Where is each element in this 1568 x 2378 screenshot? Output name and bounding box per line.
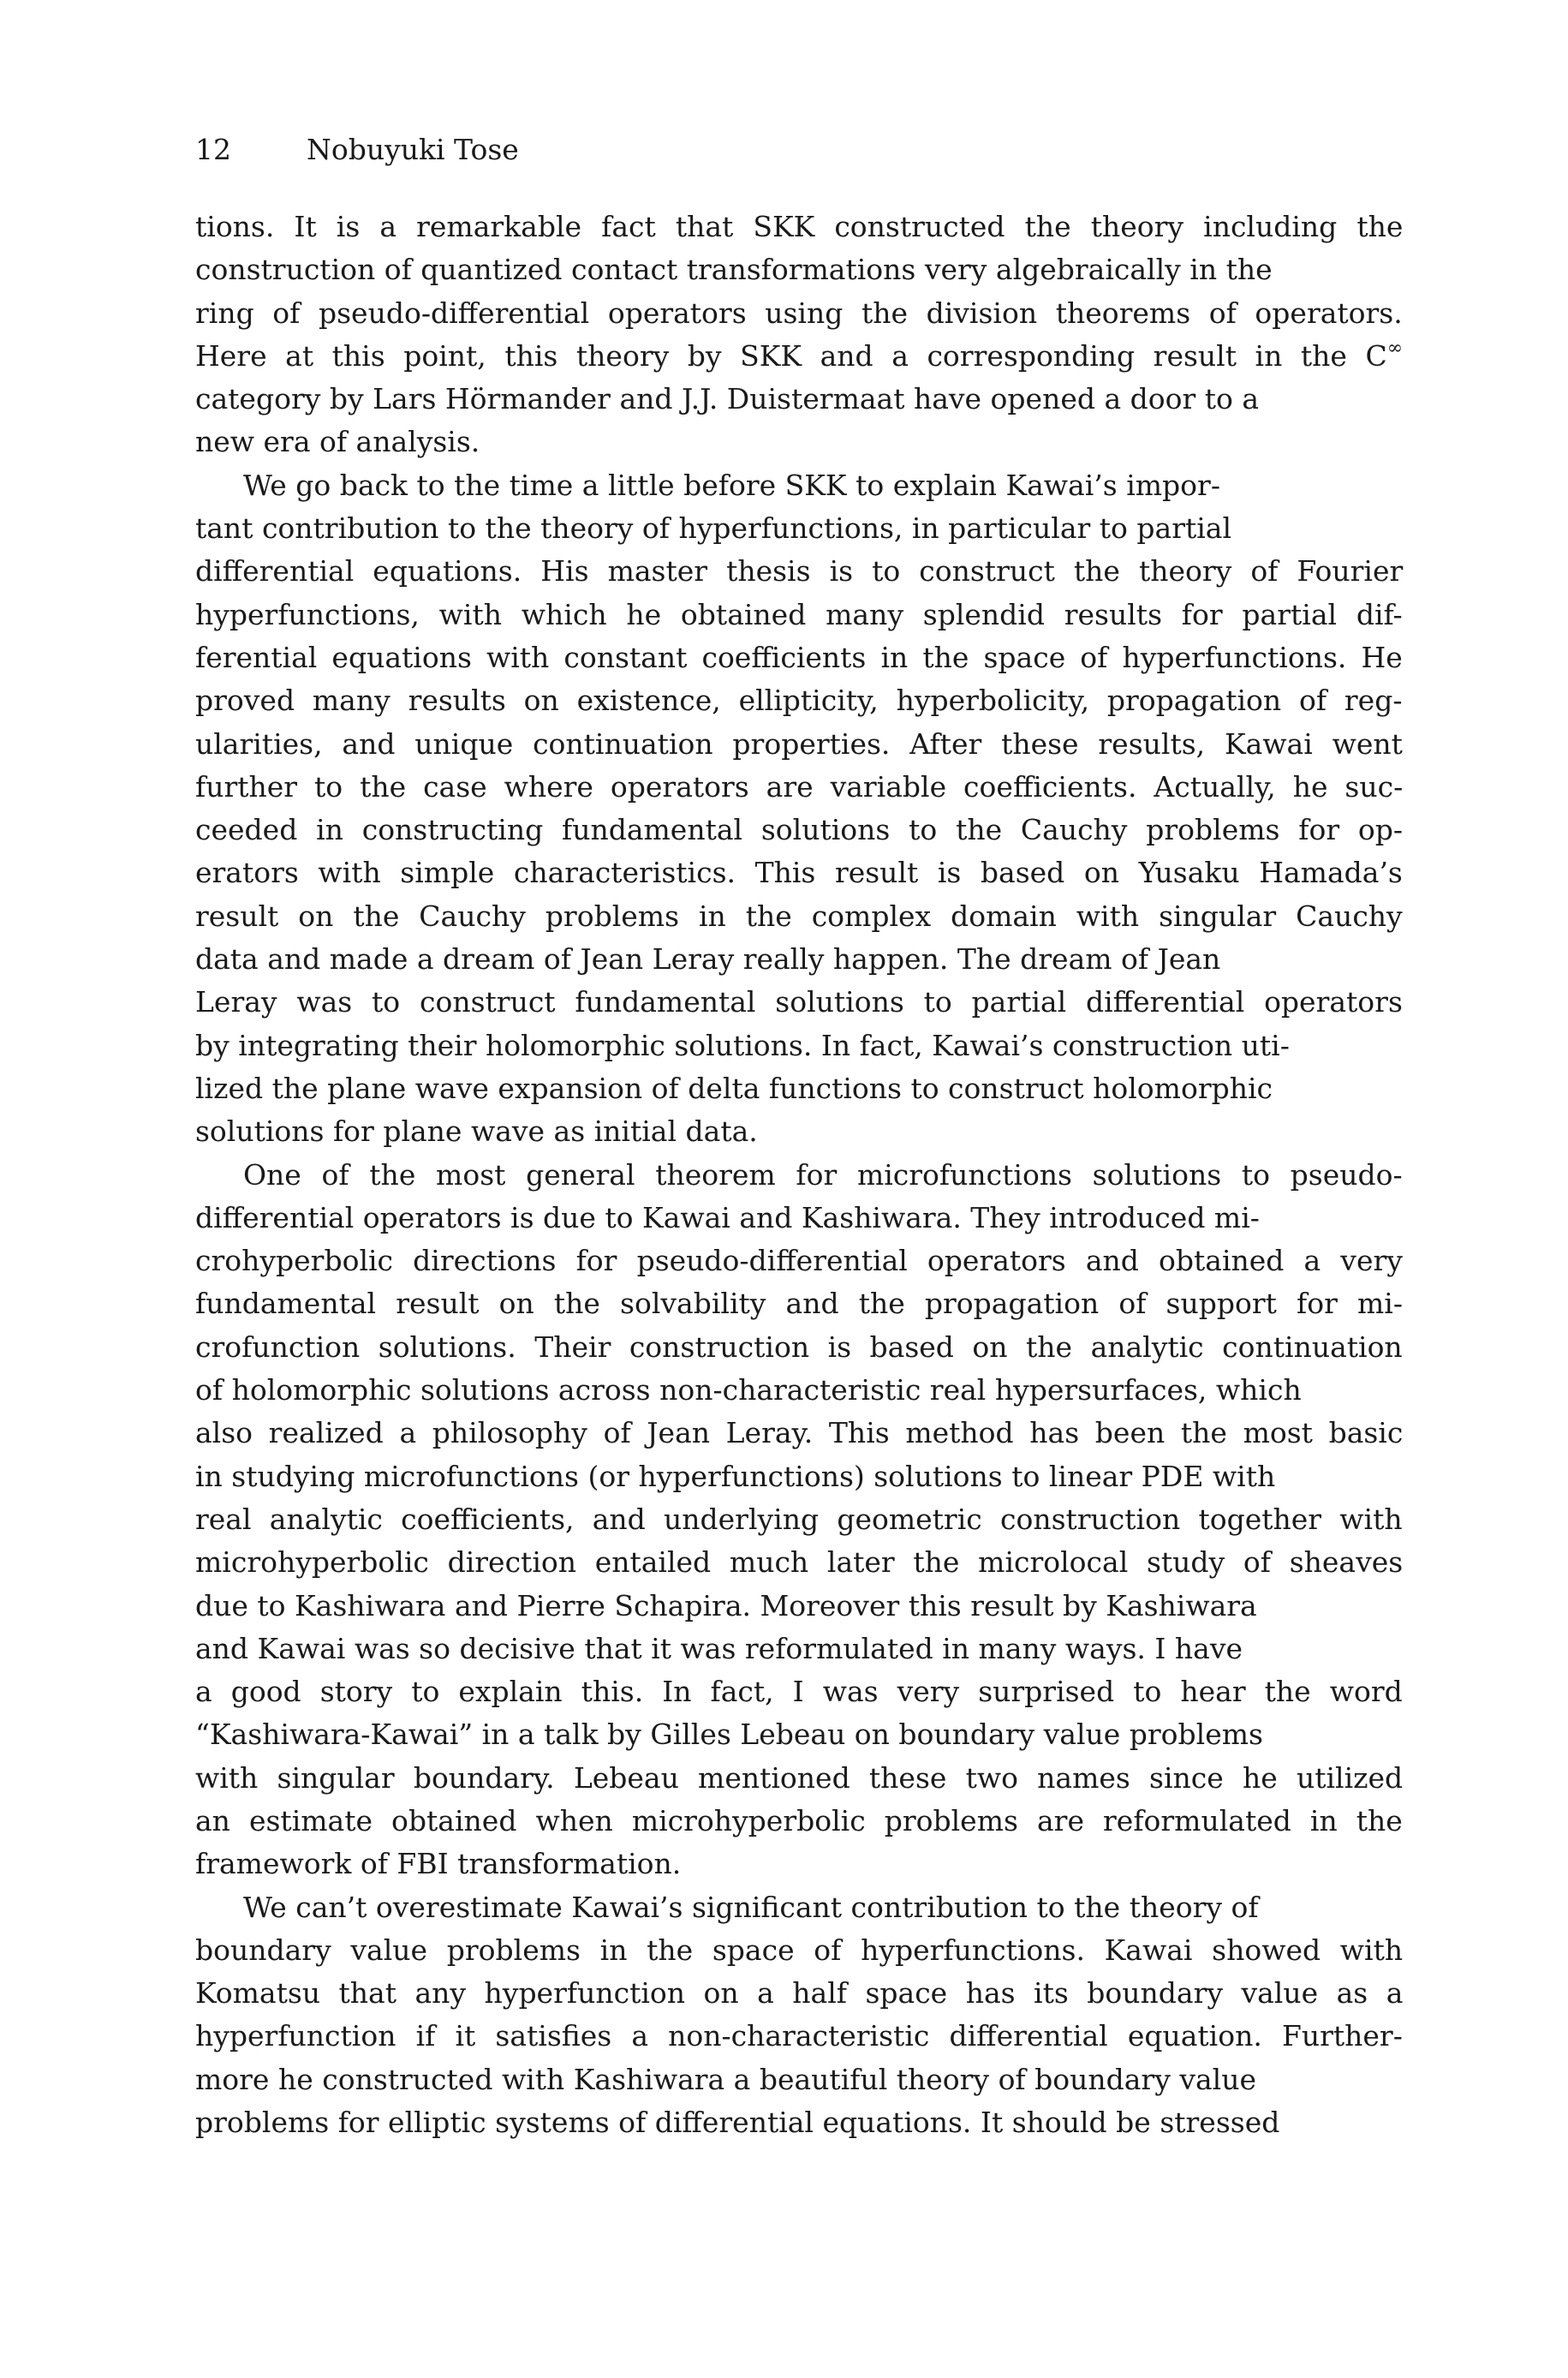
text-line: fundamental result on the solvability and the propagation of support for mi- [195, 1287, 1403, 1321]
text-line: more he constructed with Kashiwara a beautiful theory of boundary value [195, 2062, 1256, 2096]
text-line: with singular boundary. Lebeau mentioned these two names since he utilized [195, 1760, 1404, 1795]
paragraph-start-line: One of the most general theorem for microfunctions solutions to pseudo- [243, 1157, 1403, 1192]
text-line: lized the plane wave expansion of delta functions to construct holomorphic [195, 1071, 1273, 1105]
text-line: also realized a philosophy of Jean Leray. This method has been the most basic [195, 1416, 1404, 1450]
text-line: ring of pseudo-differential operators using the division theorems of operators. [195, 296, 1403, 330]
text-line-segment: Here at this point, this theory by SKK and a corresponding result in the C [195, 338, 1387, 373]
text-line: in studying microfunctions (or hyperfunctions) solutions to linear PDE with [195, 1459, 1276, 1493]
running-head-author: Nobuyuki Tose [307, 133, 519, 166]
text-line: differential operators is due to Kawai and Kashiwara. They introduced mi- [195, 1200, 1260, 1234]
text-line: differential equations. His master thesis is to construct the theory of Fourier [195, 554, 1404, 589]
text-line [195, 335, 1403, 378]
paragraph-start-line: We can’t overestimate Kawai’s significant contribution to the theory of [243, 1890, 1259, 1924]
text-line: problems for elliptic systems of differential equations. It should be stressed [195, 2106, 1280, 2140]
text-line: solutions for plane wave as initial data. [195, 1114, 758, 1149]
text-line: tant contribution to the theory of hyperfunctions, in particular to partial [195, 511, 1232, 546]
text-line: ferential equations with constant coefficients in the space of hyperfunctions. He [195, 640, 1403, 674]
text-line: due to Kashiwara and Pierre Schapira. Moreover this result by Kashiwara [195, 1588, 1257, 1622]
text-line: “Kashiwara-Kawai” in a talk by Gilles Lebeau on boundary value problems [195, 1718, 1263, 1752]
text-line: of holomorphic solutions across non-characteristic real hypersurfaces, which [195, 1373, 1302, 1407]
text-line: by integrating their holomorphic solutions. In fact, Kawai’s construction uti- [195, 1028, 1290, 1062]
text-line: real analytic coefficients, and underlying geometric construction together with [195, 1502, 1403, 1536]
text-line: proved many results on existence, ellipticity, hyperbolicity, propagation of reg- [195, 684, 1403, 718]
text-line: hyperfunction if it satisfies a non-characteristic differential equation. Further- [195, 2019, 1403, 2053]
text-line: microhyperbolic direction entailed much later the microlocal study of sheaves [195, 1545, 1404, 1580]
text-line: data and made a dream of Jean Leray really happen. The dream of Jean [195, 942, 1221, 977]
text-line: result on the Cauchy problems in the complex domain with singular Cauchy [195, 899, 1403, 933]
text-line: category by Lars Hörmander and J.J. Duistermaat have opened a door to a [195, 382, 1260, 416]
text-line: ularities, and unique continuation properties. After these results, Kawai went [195, 726, 1403, 761]
body-text [195, 206, 1403, 2144]
text-line: ceeded in constructing fundamental solutions to the Cauchy problems for op- [195, 813, 1404, 847]
running-head [195, 128, 519, 171]
text-line: new era of analysis. [195, 425, 480, 459]
text-line: further to the case where operators are variable coefficients. Actually, he suc- [195, 769, 1404, 804]
page-number: 12 [195, 133, 231, 166]
text-line: tions. It is a remarkable fact that SKK constructed the theory including the [195, 210, 1404, 243]
text-line: crohyperbolic directions for pseudo-differential operators and obtained a very [195, 1244, 1403, 1278]
text-line: crofunction solutions. Their construction is based on the analytic continuation [195, 1329, 1403, 1364]
text-line: construction of quantized contact transformations very algebraically in the [195, 253, 1273, 287]
text-line: a good story to explain this. In fact, I was very surprised to hear the word [195, 1675, 1403, 1709]
text-line: Komatsu that any hyperfunction on a half space has its boundary value as a [195, 1976, 1404, 2011]
text-line: framework of FBI transformation. [195, 1847, 682, 1881]
text-line: boundary value problems in the space of hyperfunctions. Kawai showed with [195, 1933, 1404, 1967]
text-line: Leray was to construct fundamental solutions to partial differential operators [195, 985, 1403, 1019]
paragraph-start-line: We go back to the time a little before SKK to explain Kawai’s impor- [243, 468, 1220, 502]
text-line: hyperfunctions, with which he obtained many splendid results for partial dif- [195, 597, 1403, 631]
text-line: and Kawai was so decisive that it was reformulated in many ways. I have [195, 1631, 1243, 1665]
infinity-superscript: ∞ [1386, 337, 1404, 359]
text-line: an estimate obtained when microhyperbolic problems are reformulated in the [195, 1803, 1403, 1837]
text-line: erators with simple characteristics. This result is based on Yusaku Hamada’s [195, 856, 1403, 890]
